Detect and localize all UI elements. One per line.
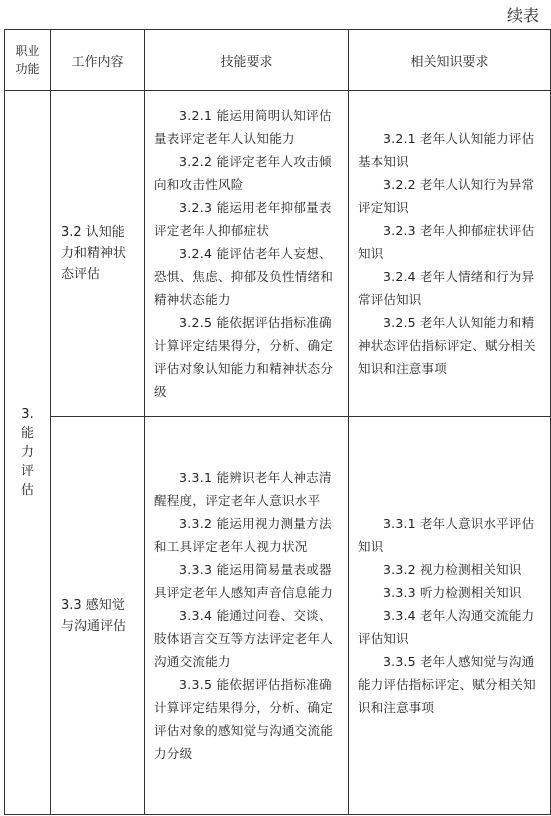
skill-item: 3.3.4 能通过问卷、交谈、肢体语言交互等方法评定老年人沟通交流能力: [154, 608, 334, 669]
knowledge-item: 3.2.1 老年人认知能力评估基本知识: [358, 131, 535, 169]
knowledge-item: 3.2.4 老年人情绪和行为异常评估知识: [358, 269, 535, 307]
skill-item: 3.3.3 能运用简易量表或器具评定老年人感知声音信息能力: [154, 562, 334, 600]
work-content-cell: 3.3 感知觉与沟通评估: [51, 417, 145, 815]
table-row: [5, 417, 551, 815]
knowledge-item: 3.3.1 老年人意识水平评估知识: [358, 516, 535, 554]
skill-item: 3.2.5 能依据评估指标准确计算评定结果得分，分析、确定评估对象认知能力和精神状态分级: [154, 315, 334, 399]
function-number: 3.: [21, 407, 34, 422]
header-work-content: 工作内容: [51, 30, 145, 91]
knowledge-cell: [349, 91, 551, 417]
header-skills: 技能要求: [145, 30, 349, 91]
function-cell: [5, 91, 51, 815]
work-content-cell: 3.2 认知能力和精神状态评估: [51, 91, 145, 417]
skill-item: 3.2.3 能运用老年抑郁量表评定老年人抑郁症状: [154, 200, 332, 238]
continued-label: 续表: [506, 6, 539, 25]
skill-item: 3.3.1 能辨识老年人神志清醒程度，评定老年人意识水平: [154, 470, 332, 508]
knowledge-item: 3.3.2 视力检测相关知识: [383, 562, 522, 577]
skill-item: 3.2.4 能评估老年人妄想、恐惧、焦虑、抑郁及负性情绪和精神状态能力: [154, 246, 334, 307]
skills-cell: [145, 91, 349, 417]
knowledge-cell: [349, 417, 551, 815]
skill-item: 3.3.2 能运用视力测量方法和工具评定老年人视力状况: [154, 516, 332, 554]
knowledge-item: 3.2.5 老年人认知能力和精神状态评估指标评定、赋分相关知识和注意事项: [358, 315, 536, 376]
knowledge-item: 3.3.4 老年人沟通交流能力评估知识: [358, 608, 535, 646]
skill-item: 3.2.2 能评定老年人攻击倾向和攻击性风险: [154, 154, 332, 192]
table-row: [5, 91, 551, 417]
table-header-row: [5, 30, 551, 91]
knowledge-item: 3.2.2 老年人认知行为异常评定知识: [358, 177, 535, 215]
function-name: 能力评估: [20, 426, 34, 498]
header-function: 职业功能: [5, 30, 51, 91]
knowledge-item: 3.3.5 老年人感知觉与沟通能力评估指标评定、赋分相关知识和注意事项: [358, 654, 536, 715]
knowledge-item: 3.2.3 老年人抑郁症状评估知识: [358, 223, 535, 261]
competency-table: [4, 29, 551, 815]
skill-item: 3.2.1 能运用简明认知评估量表评定老年人认知能力: [154, 108, 332, 146]
knowledge-item: 3.3.3 听力检测相关知识: [383, 585, 522, 600]
skills-cell: [145, 417, 349, 815]
skill-item: 3.3.5 能依据评估指标准确计算评定结果得分，分析、确定评估对象的感知觉与沟通交流能力分级: [154, 677, 334, 761]
header-knowledge: 相关知识要求: [349, 30, 551, 91]
